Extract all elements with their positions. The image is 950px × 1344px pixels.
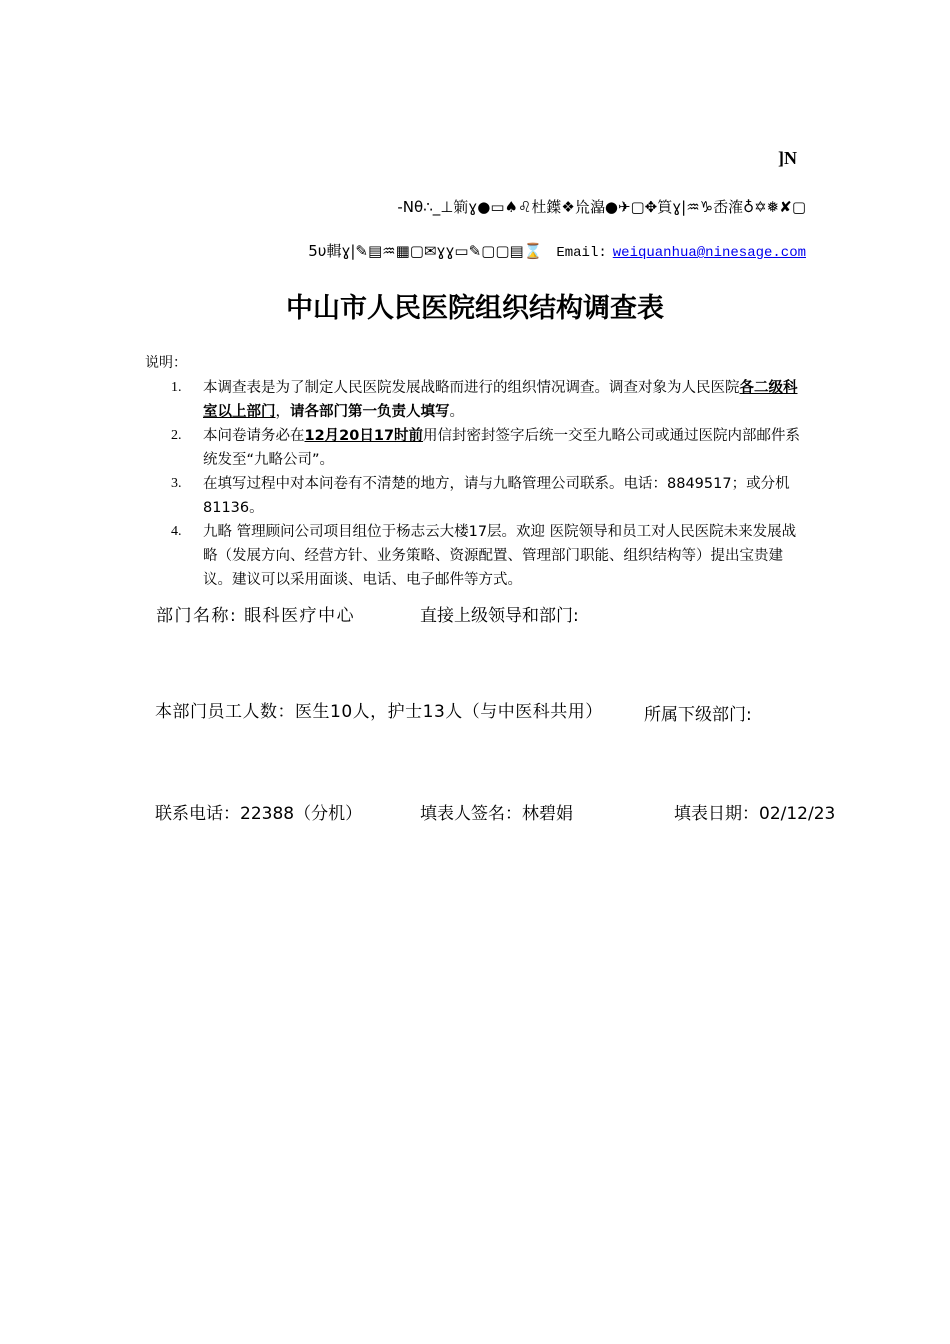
staff-count-field: 本部门员工人数：医生10人，护士13人（与中医科共用） — [155, 702, 603, 722]
note-text: 本问卷请务必在 — [203, 428, 305, 444]
note-item-3 — [145, 472, 810, 520]
note-item-2 — [145, 424, 810, 472]
note-number: 3. — [171, 476, 182, 491]
header-line-1: -Nθ∴_⊥箣ɣ●▭♠♌杜鐷❖㠩㵿●✈▢✥筫ɣ|♒♑㟀㴶♁✡❅✘▢ — [397, 198, 806, 216]
date-field: 填表日期：02/12/23 — [674, 804, 836, 824]
note-number: 4. — [171, 524, 182, 539]
notes-list — [145, 376, 810, 592]
header-mark: ]N — [778, 148, 797, 168]
note-text: 在填写过程中对本问卷有不清楚的地方，请与九略管理公司联系。电话：8849517；或分机81136。 — [203, 476, 790, 516]
note-number: 1. — [171, 380, 182, 395]
note-emphasis-underlined: 各二级科室以上部门 — [203, 380, 798, 420]
email-link[interactable]: weiquanhua@ninesage.com — [612, 245, 806, 261]
intro-label: 说明： — [145, 355, 187, 371]
note-emphasis: 请各部门第一负责人填写 — [290, 404, 450, 420]
note-text-continued: 用信封密封签字后统一交至九略公司或通过医院内部邮件系统发至“九略公司”。 — [203, 428, 801, 468]
signer-field: 填表人签名：林碧娟 — [420, 804, 573, 824]
note-deadline: 12月20日17时前 — [304, 428, 424, 444]
header-line-2 — [308, 240, 806, 261]
page-title: 中山市人民医院组织结构调查表 — [286, 293, 664, 324]
note-item-1 — [145, 376, 810, 424]
subordinate-field: 所属下级部门: — [644, 705, 752, 725]
note-text: 九略 管理顾问公司项目组位于杨志云大楼17层。欢迎 医院领导和员工对人民医院未来发展战略（发展方向、经营方针、业务策略、资源配置、管理部门职能、组织结构等）提出宝贵建议。建议可以采用面谈、电话、电子邮件等方式。 — [203, 524, 797, 588]
phone-field: 联系电话：22388（分机） — [155, 804, 363, 824]
superior-field: 直接上级领导和部门: — [420, 606, 579, 626]
note-number: 2. — [171, 428, 182, 443]
note-separator: ， — [275, 404, 290, 420]
note-end: 。 — [449, 404, 464, 420]
note-item-4 — [145, 520, 810, 592]
dept-name-field: 部门名称: 眼科医疗中心 — [156, 606, 356, 626]
header-line-2-text: 5υ輯ɣ|✎▤♒▦▢✉ɣɣ▭✎▢▢▤⌛ — [308, 242, 543, 260]
email-label: Email: — [556, 245, 607, 261]
note-text: 本调查表是为了制定人民医院发展战略而进行的组织情况调查。调查对象为人民医院 — [203, 380, 740, 396]
